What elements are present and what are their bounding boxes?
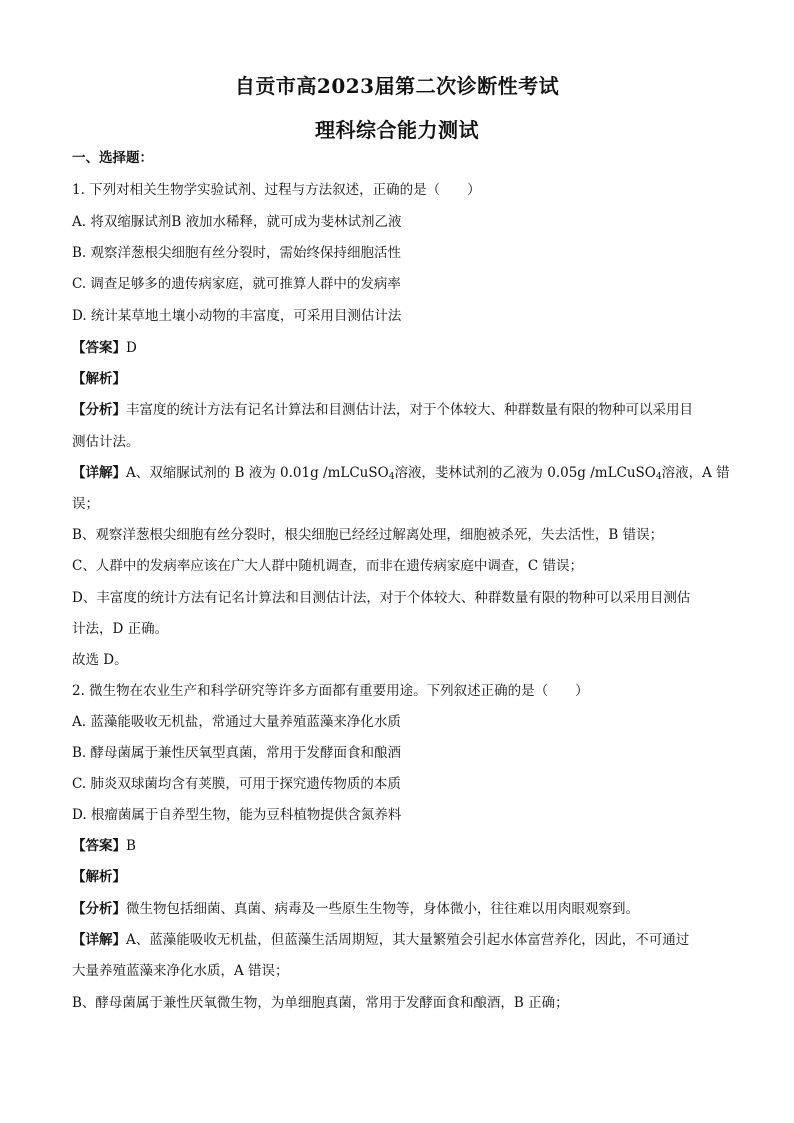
xiangjie-text-part: 溶液，斐林试剂的乙液为 0.05g /mLCuSO bbox=[394, 465, 656, 481]
q1-xiangjie-line1 bbox=[72, 463, 730, 487]
answer-value: B bbox=[126, 838, 136, 854]
exam-subtitle: 理科综合能力测试 bbox=[315, 118, 479, 142]
q1-option-c: C. 调查足够多的遗传病家庭，就可推算人群中的发病率 bbox=[72, 276, 401, 292]
q1-option-d: D. 统计某草地土壤小动物的丰富度，可采用目测估计法 bbox=[72, 308, 402, 324]
q2-option-d: D. 根瘤菌属于自养型生物，能为豆科植物提供含氮养料 bbox=[72, 807, 402, 823]
xiangjie-text: A、蓝藻能吸收无机盐，但蓝藻生活周期短，其大量繁殖会引起水体富营养化，因此，不可通过 bbox=[126, 932, 690, 948]
q2-xiangjie-b: B、酵母菌属于兼性厌氧微生物，为单细胞真菌，常用于发酵面食和酿酒，B 正确； bbox=[72, 995, 569, 1011]
q1-xiangjie-d1: D、丰富度的统计方法有记名计算法和目测估计法，对于个体较大、种群数量有限的物种可以采用目测估 bbox=[72, 590, 691, 606]
q2-stem: 2. 微生物在农业生产和科学研究等许多方面都有重要用途。下列叙述正确的是（ ） bbox=[72, 683, 589, 699]
subscript: 4 bbox=[388, 472, 395, 482]
fenxi-text: 微生物包括细菌、真菌、病毒及一些原生生物等，身体微小，往往难以用肉眼观察到。 bbox=[126, 901, 639, 917]
answer-value: D bbox=[126, 340, 137, 356]
exam-title: 自贡市高2023届第二次诊断性考试 bbox=[234, 74, 560, 98]
section-heading: 一、选择题： bbox=[72, 150, 153, 166]
xiangjie-text-part: A、双缩脲试剂的 B 液为 0.01g /mLCuSO bbox=[126, 465, 389, 481]
answer-tag: 【答案】 bbox=[72, 340, 126, 356]
q2-xiangjie-line1 bbox=[72, 930, 722, 950]
q2-xiangjie-line2: 大量养殖蓝藻来净化水质，A 错误； bbox=[72, 963, 289, 979]
q1-option-b: B. 观察洋葱根尖细胞有丝分裂时，需始终保持细胞活性 bbox=[72, 245, 402, 261]
xiangjie-tag: 【详解】 bbox=[72, 465, 126, 481]
fenxi-tag: 【分析】 bbox=[72, 901, 126, 917]
q2-option-a: A. 蓝藻能吸收无机盐，常通过大量养殖蓝藻来净化水质 bbox=[72, 714, 401, 730]
q1-xiangjie-line2: 误； bbox=[72, 496, 99, 512]
q1-answer bbox=[72, 338, 722, 358]
q1-fenxi-line1 bbox=[72, 400, 722, 420]
q1-conclusion: 故选 D。 bbox=[72, 652, 128, 668]
q2-analysis-tag: 【解析】 bbox=[72, 869, 126, 885]
q1-stem: 1. 下列对相关生物学实验试剂、过程与方法叙述，正确的是（ ） bbox=[72, 182, 481, 198]
xiangjie-tag: 【详解】 bbox=[72, 932, 126, 948]
q2-option-c: C. 肺炎双球菌均含有荚膜，可用于探究遗传物质的本质 bbox=[72, 776, 401, 792]
fenxi-text: 丰富度的统计方法有记名计算法和目测估计法，对于个体较大、种群数量有限的物种可以采用目 bbox=[126, 402, 693, 418]
q2-option-b: B. 酵母菌属于兼性厌氧型真菌，常用于发酵面食和酿酒 bbox=[72, 745, 402, 761]
q2-fenxi-line1 bbox=[72, 899, 722, 919]
q1-xiangjie-c: C、人群中的发病率应该在广大人群中随机调查，而非在遗传病家庭中调查，C 错误； bbox=[72, 558, 583, 574]
q1-xiangjie-d2: 计法，D 正确。 bbox=[72, 621, 169, 637]
q1-xiangjie-b: B、观察洋葱根尖细胞有丝分裂时，根尖细胞已经经过解离处理，细胞被杀死，失去活性，B 错误； bbox=[72, 527, 664, 543]
q1-option-a: A. 将双缩脲试剂B 液加水稀释，就可成为斐林试剂乙液 bbox=[72, 214, 402, 230]
xiangjie-text-part: 溶液，A 错 bbox=[661, 465, 730, 481]
q1-analysis-tag: 【解析】 bbox=[72, 371, 126, 387]
q2-answer bbox=[72, 836, 722, 856]
q1-fenxi-line2: 测估计法。 bbox=[72, 434, 140, 450]
subscript: 4 bbox=[655, 472, 662, 482]
fenxi-tag: 【分析】 bbox=[72, 402, 126, 418]
answer-tag: 【答案】 bbox=[72, 838, 126, 854]
